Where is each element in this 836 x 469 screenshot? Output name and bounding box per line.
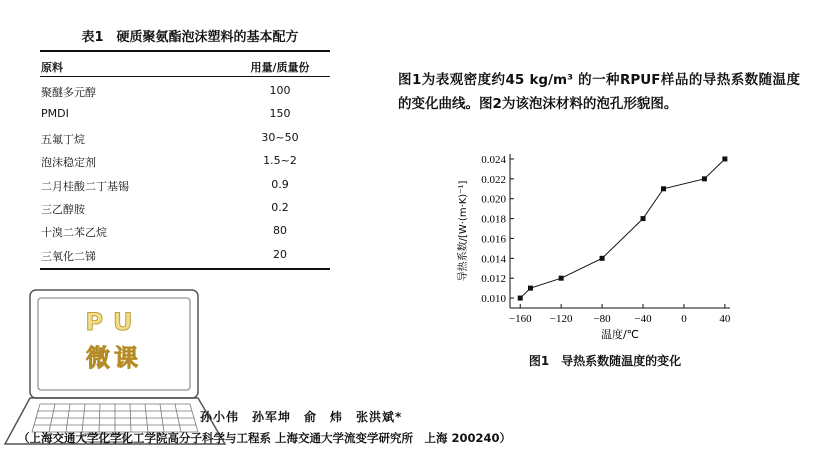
table-cell-material: 泡沫稳定剂 [41,156,96,170]
author-list: 孙小伟 孙军坤 俞 炜 张洪斌* [200,410,403,424]
table-cell-amount: 0.2 [271,201,289,214]
laptop-keyboard-icon [32,404,198,432]
table-cell-amount: 1.5~2 [263,154,297,168]
thermal-conductivity-chart [450,148,750,348]
series-line [520,159,725,298]
data-point [641,216,646,221]
x-tick-label: −80 [593,313,611,325]
data-point [661,186,666,191]
table-header-amount: 用量/质量份 [250,61,310,74]
data-point [600,256,605,261]
table-cell-amount: 30~50 [261,130,299,144]
table-cell-amount: 0.9 [271,177,289,191]
y-tick-label: 0.024 [481,153,506,166]
table-cell-amount: 20 [273,247,287,261]
table-cell-amount: 150 [269,107,291,121]
table-cell-amount: 80 [273,224,287,238]
author-affiliation: （上海交通大学化学化工学院高分子科学与工程系 上海交通大学流变学研究所 上海 200240） [18,431,512,445]
data-point [528,286,533,291]
table-top-rule [40,50,330,52]
table-cell-material: 聚醚多元醇 [41,86,96,99]
x-tick-label: −40 [634,313,652,325]
y-tick-label: 0.020 [481,193,506,206]
table-header-rule [40,76,330,77]
table-cell-material: PMDI [41,107,69,121]
table-cell-material: 十溴二苯乙烷 [41,226,107,240]
y-tick-label: 0.014 [481,253,506,266]
x-tick-label: 0 [681,313,687,325]
y-tick-label: 0.012 [481,273,506,286]
data-point [518,296,523,301]
table-cell-amount: 100 [269,84,291,97]
x-tick-label: 40 [719,313,731,325]
data-point [559,276,564,281]
table-header-material: 原料 [41,61,63,74]
table-caption: 表1 硬质聚氨酯泡沫塑料的基本配方 [81,30,299,45]
table-cell-material: 五氟丁烷 [41,132,85,146]
x-axis-label: 温度/℃ [600,328,640,341]
x-tick-label: −160 [508,313,532,325]
data-point [722,156,727,161]
table-bottom-rule [40,268,330,270]
y-tick-label: 0.016 [481,233,506,246]
figure-caption: 图1 导热系数随温度的变化 [528,354,682,368]
y-tick-label: 0.010 [481,293,506,306]
table-cell-material: 三乙醇胺 [41,203,85,216]
data-point [702,176,707,181]
intro-paragraph: 图1为表观密度约45 kg/m³ 的一种RPUF样品的导热系数随温度的变化曲线。图2为该泡沫材料的泡孔形貌图。 [398,72,800,112]
y-axis-label: 导热系数/[W·(m·K)⁻¹] [458,180,469,282]
y-tick-label: 0.018 [481,213,506,226]
y-tick-label: 0.022 [481,173,506,186]
x-tick-label: −120 [549,313,573,325]
table-cell-material: 二月桂酸二丁基锡 [41,179,129,193]
watermark-pu-text: PU [85,308,143,336]
watermark-weike-text: 微课 [86,344,142,372]
table-cell-material: 三氧化二锑 [41,249,96,263]
